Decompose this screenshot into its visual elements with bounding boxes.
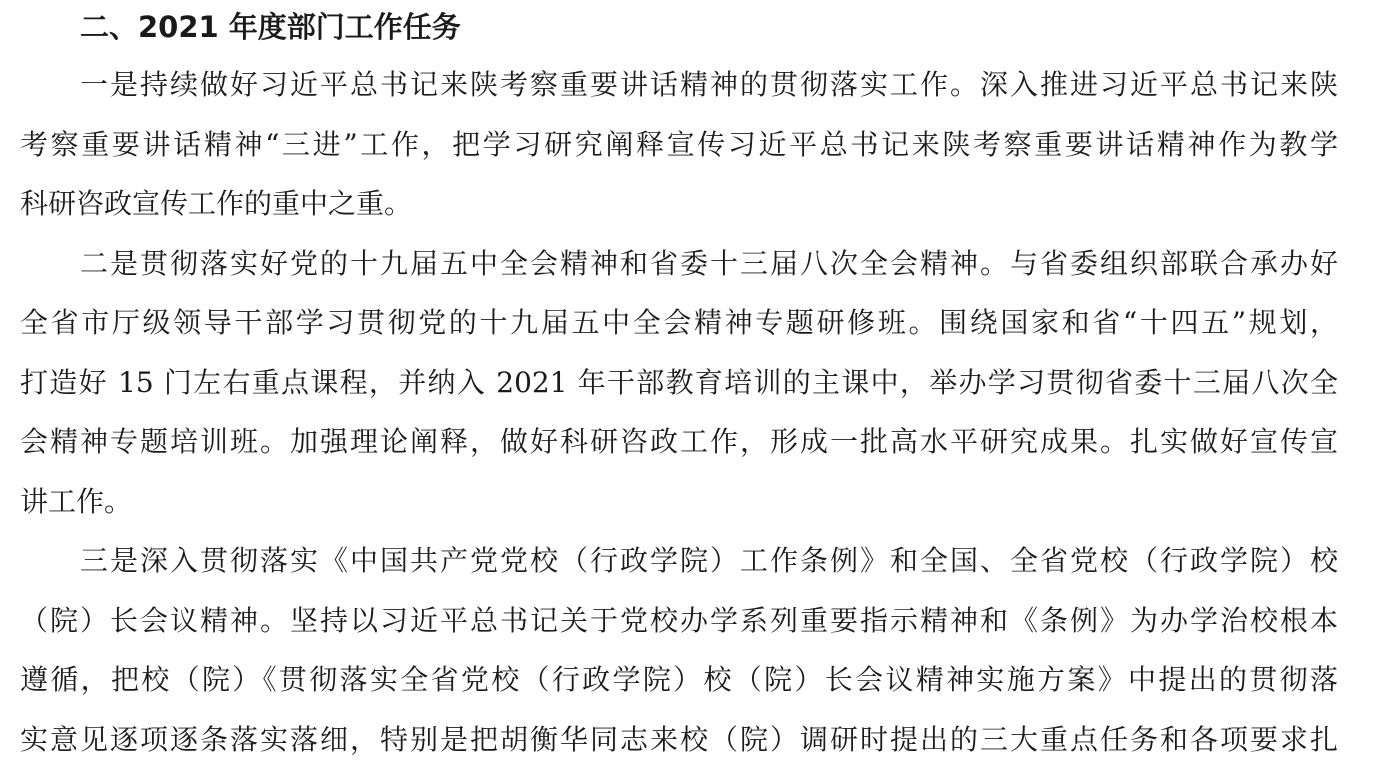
text-line: 实意见逐项逐条落实落细，特别是把胡衡华同志来校（院）调研时提出的三大重点任务和各项要求扎 — [20, 723, 1338, 756]
text-line: 一是持续做好习近平总书记来陕考察重要讲话精神的贯彻落实工作。深入推进习近平总书记来陕 — [80, 68, 1338, 101]
text-line: 讲工作。 — [20, 485, 133, 518]
text-line: 二是贯彻落实好党的十九届五中全会精神和省委十三届八次全会精神。与省委组织部联合承办好 — [80, 247, 1338, 280]
text-line: 全省市厅级领导干部学习贯彻党的十九届五中全会精神专题研修班。围绕国家和省“十四五”规划， — [20, 306, 1338, 339]
text-line: 会精神专题培训班。加强理论阐释，做好科研咨政工作，形成一批高水平研究成果。扎实做好宣传宣 — [20, 425, 1338, 458]
text-line: 考察重要讲话精神“三进”工作，把学习研究阐释宣传习近平总书记来陕考察重要讲话精神作为教学 — [20, 128, 1338, 161]
text-line: （院）长会议精神。坚持以习近平总书记关于党校办学系列重要指示精神和《条例》为办学治校根本 — [20, 604, 1338, 637]
text-line: 打造好 15 门左右重点课程，并纳入 2021 年干部教育培训的主课中，举办学习贯彻省委十三届八次全 — [20, 366, 1338, 399]
text-line: 科研咨政宣传工作的重中之重。 — [20, 187, 413, 220]
text-line: 遵循，把校（院）《贯彻落实全省党校（行政学院）校（院）长会议精神实施方案》中提出的贯彻落 — [20, 663, 1338, 696]
text-line: 三是深入贯彻落实《中国共产党党校（行政学院）工作条例》和全国、全省党校（行政学院）校 — [80, 544, 1338, 577]
section-heading: 二、2021 年度部门工作任务 — [80, 10, 461, 44]
